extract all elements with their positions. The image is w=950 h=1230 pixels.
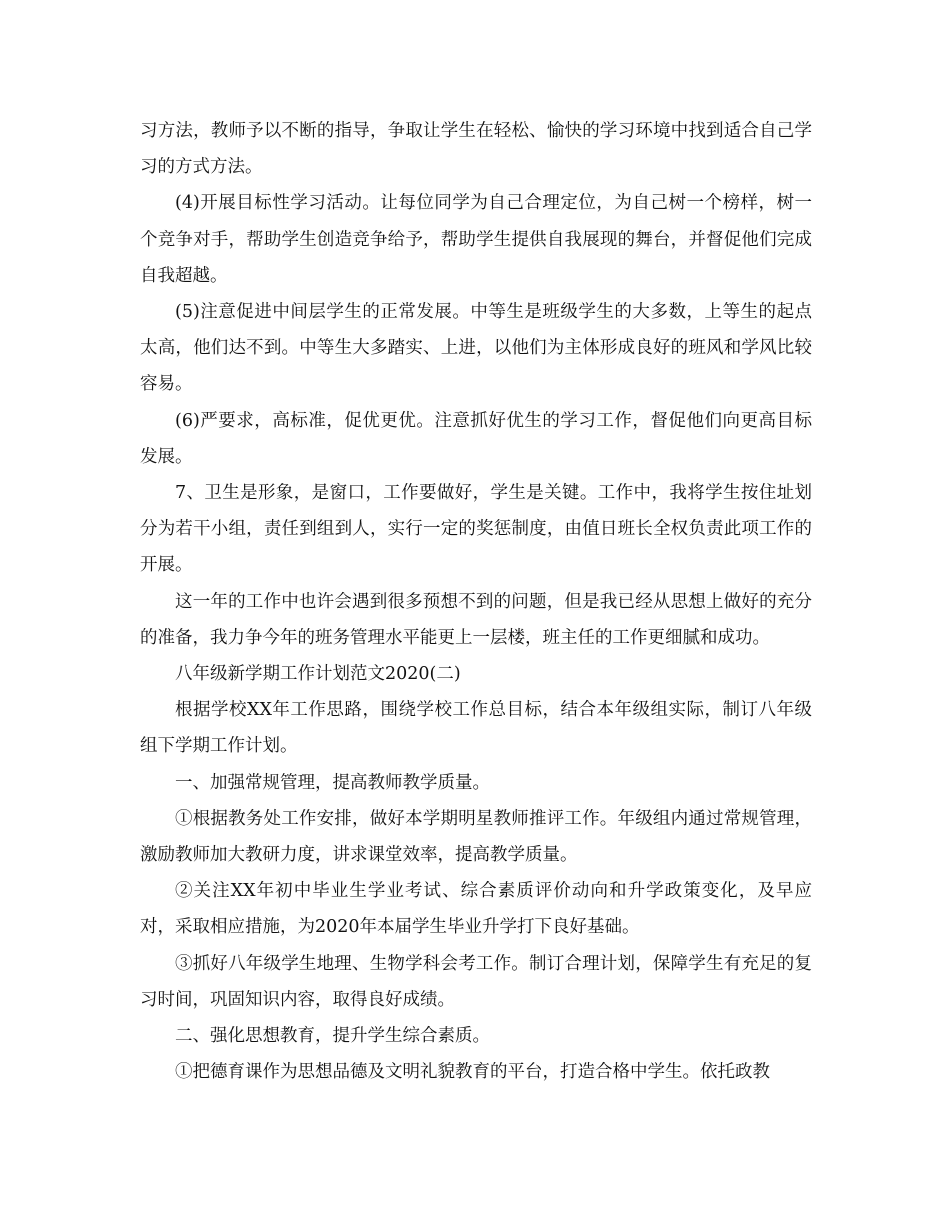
document-body [140,113,812,1090]
paragraph-6: 这一年的工作中也许会遇到很多预想不到的问题，但是我已经从思想上做好的充分的准备，我力争今年的班务管理水平能更上一层楼，班主任的工作更细腻和成功。 [140,591,812,648]
paragraph-14: ①把德育课作为思想品德及文明礼貌教育的平台，打造合格中学生。依托政教 [175,1062,770,1083]
subheading-1: 一、加强常规管理，提高教师教学质量。 [175,772,490,793]
paragraph-4: (6)严要求，高标准，促优更优。注意抓好优生的学习工作，督促他们向更高目标发展。 [140,410,812,467]
paragraph-12: ③抓好八年级学生地理、生物学科会考工作。制订合理计划，保障学生有充足的复习时间，巩固知识内容，取得良好成绩。 [140,953,812,1010]
section-heading: 八年级新学期工作计划范文2020(二) [175,664,461,685]
paragraph-1: 习方法，教师予以不断的指导，争取让学生在轻松、愉快的学习环境中找到适合自己学习的方式方法。 [140,121,812,178]
paragraph-8: 根据学校XX年工作思路，围绕学校工作总目标，结合本年级组实际，制订八年级组下学期工作计划。 [140,700,812,757]
subheading-2: 二、强化思想教育，提升学生综合素质。 [175,1026,490,1047]
paragraph-11: ②关注XX年初中毕业生学业考试、综合素质评价动向和升学政策变化，及早应对，采取相应措施，为2020年本届学生毕业升学打下良好基础。 [140,881,812,938]
paragraph-3: (5)注意促进中间层学生的正常发展。中等生是班级学生的大多数，上等生的起点太高，他们达不到。中等生大多踏实、上进，以他们为主体形成良好的班风和学风比较容易。 [140,302,812,395]
paragraph-2: (4)开展目标性学习活动。让每位同学为自己合理定位，为自己树一个榜样，树一个竞争对手，帮助学生创造竞争给予，帮助学生提供自我展现的舞台，并督促他们完成自我超越。 [140,193,812,286]
paragraph-5: 7、卫生是形象，是窗口，工作要做好，学生是关键。工作中，我将学生按住址划分为若干小组，责任到组到人，实行一定的奖惩制度，由值日班长全权负责此项工作的开展。 [140,483,812,576]
paragraph-10: ①根据教务处工作安排，做好本学期明星教师推评工作。年级组内通过常规管理，激励教师加大教研力度，讲求课堂效率，提高教学质量。 [140,808,812,866]
